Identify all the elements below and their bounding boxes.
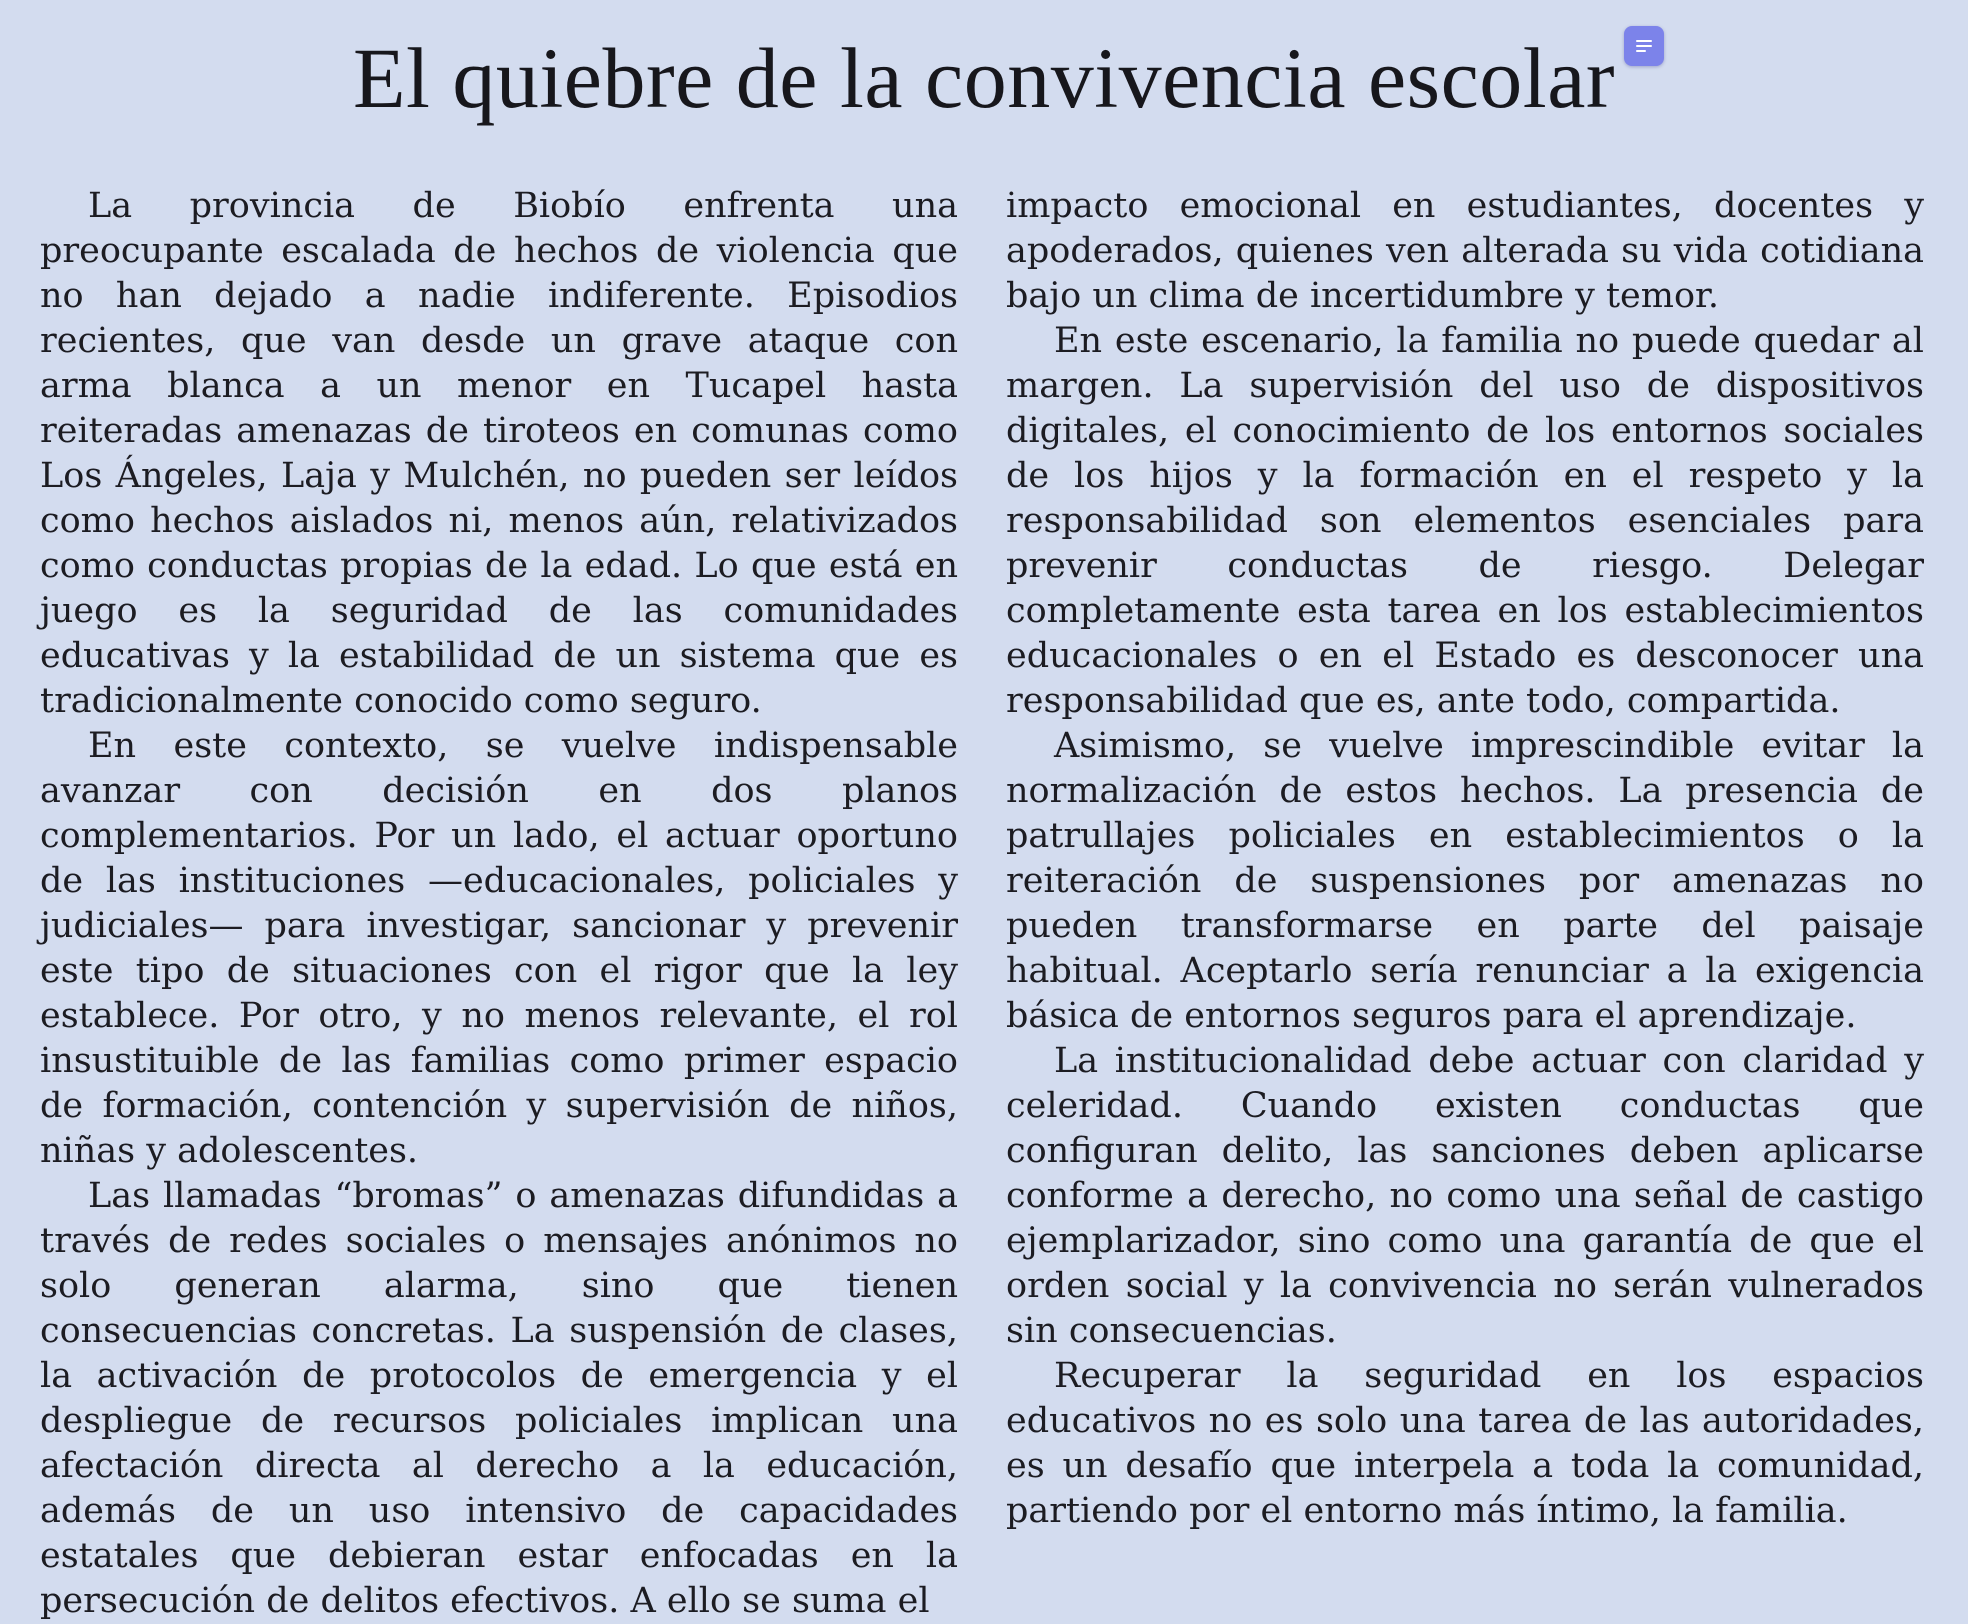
article-paragraph: impacto emocional en estudiantes, docentes y apoderados, quienes ven alterada su vida cotidiana bajo un clima de incertidumbre y temor. xyxy=(1006,186,1924,316)
article-paragraph: La institucionalidad debe actuar con claridad y celeridad. Cuando existen conductas que configuran delito, las sanciones deben aplicarse conforme a derecho, no como una señal de castigo ejemplarizador, sino como una garantía de que el orden social y la convivencia no serán vulnerados sin consecuencias. xyxy=(1006,1041,1924,1351)
note-lines-icon xyxy=(1634,36,1654,56)
article-paragraph: Recuperar la seguridad en los espacios educativos no es solo una tarea de las autoridades, es un desafío que interpela a toda la comunidad, partiendo por el entorno más íntimo, la familia. xyxy=(1006,1356,1924,1531)
article-paragraph: La provincia de Biobío enfrenta una preocupante escalada de hechos de violencia que no han dejado a nadie indiferente. Episodios recientes, que van desde un grave ataque con arma blanca a un menor en Tucapel hasta reiteradas amenazas de tiroteos en comunas como Los Ángeles, Laja y Mulchén, no pueden ser leídos como hechos aislados ni, menos aún, relativizados como conductas propias de la edad. Lo que está en juego es la seguridad de las comunidades educativas y la estabilidad de un sistema que es tradicionalmente conocido como seguro. xyxy=(40,186,958,721)
article-paragraph: En este contexto, se vuelve indispensable avanzar con decisión en dos planos complementarios. Por un lado, el actuar oportuno de las instituciones —educacionales, policiales y judiciales— para investigar, sancionar y prevenir este tipo de situaciones con el rigor que la ley establece. Por otro, y no menos relevante, el rol insustituible de las familias como primer espacio de formación, contención y supervisión de niños, niñas y adolescentes. xyxy=(40,726,958,1171)
article-title: El quiebre de la convivencia escolar xyxy=(352,30,1616,126)
article-paragraph: Las llamadas “bromas” o amenazas difundidas a través de redes sociales o mensajes anónimos no solo generan alarma, sino que tienen consecuencias concretas. La suspensión de clases, la activación de protocolos de emergencia y el despliegue de recursos policiales implican una afectación directa al derecho a la educación, además de un uso intensivo de capacidades estatales que debieran estar enfocadas en la persecución de delitos efectivos. A ello se suma el xyxy=(40,1176,958,1621)
note-icon[interactable] xyxy=(1624,26,1664,66)
article-column-left xyxy=(40,184,958,1624)
article-paragraph: En este escenario, la familia no puede quedar al margen. La supervisión del uso de dispositivos digitales, el conocimiento de los entornos sociales de los hijos y la formación en el respeto y la responsabilidad son elementos esenciales para prevenir conductas de riesgo. Delegar completamente esta tarea en los establecimientos educacionales o en el Estado es desconocer una responsabilidad que es, ante todo, compartida. xyxy=(1006,321,1924,721)
article-paragraph: Asimismo, se vuelve imprescindible evitar la normalización de estos hechos. La presencia de patrullajes policiales en establecimientos o la reiteración de suspensiones por amenazas no pueden transformarse en parte del paisaje habitual. Aceptarlo sería renunciar a la exigencia básica de entornos seguros para el aprendizaje. xyxy=(1006,726,1924,1036)
article-column-right xyxy=(1006,184,1924,1534)
